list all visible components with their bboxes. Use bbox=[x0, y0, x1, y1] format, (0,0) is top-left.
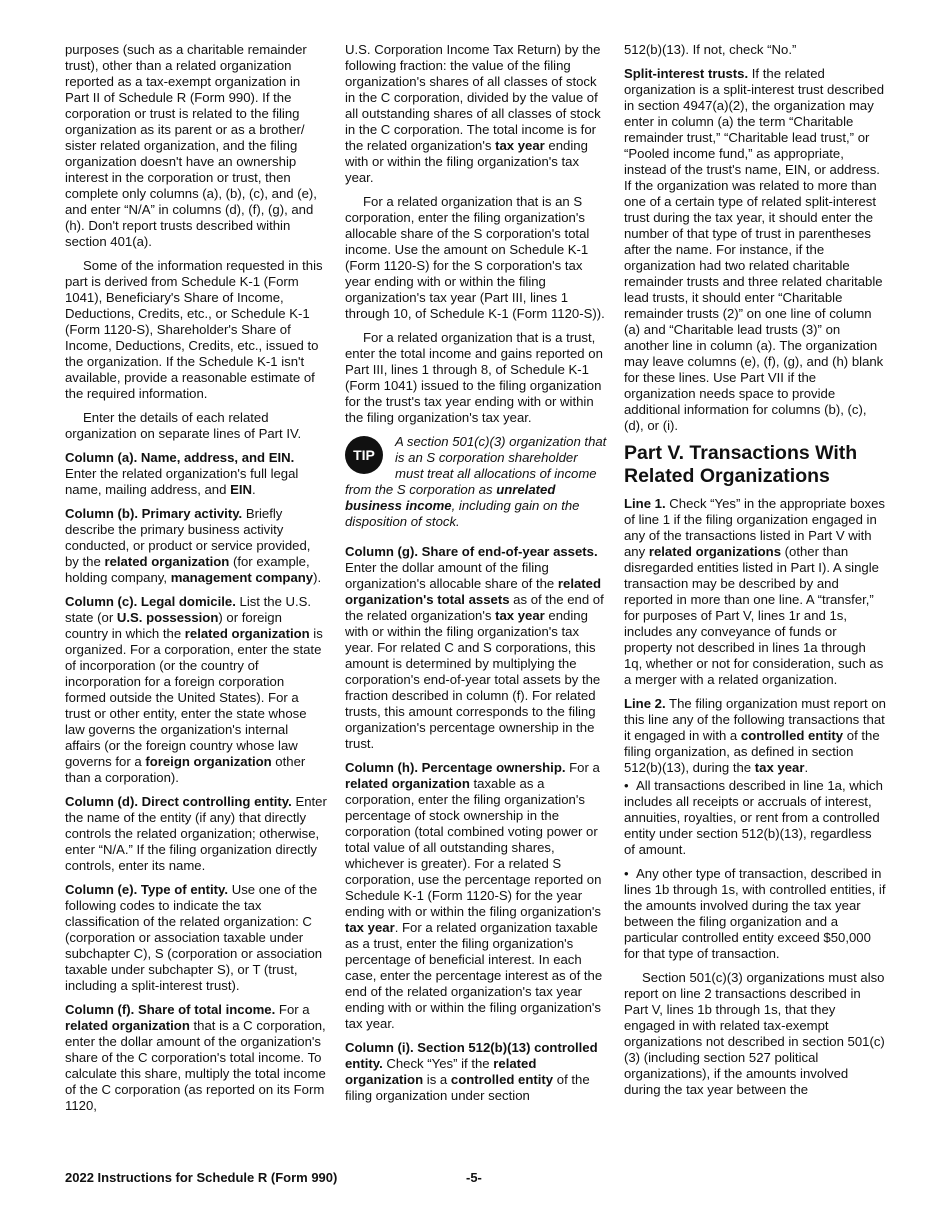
text: If the related organization is a split-interest trust described in section 4947(a)(2), the organization may enter in column (a) the term “Charitable remainder trust,” “Charitable lead trust,” or “Pooled income fund,” as appropriate, instead of the trust's name, EIN, or address. If the organization was related to more than one of a certain type of related split-interest trust during the tax year, it should enter the number of that type of trust in parentheses after the name. For instance, if the organization had two related charitable remainder trusts and three related charitable lead trusts, it should enter “Charitable remainder trusts (2)” on one line of column (a) and “Charitable lead trusts (3)” on another line in column (a). The organization may leave columns (e), (f), (g), and (h) blank for these lines. Use Part VII if the organization needs space to provide additional information for columns (b), (c), (d), or (i). bbox=[624, 66, 885, 433]
paragraph: purposes (such as a charitable remainder trust), other than a related organization reported as a tax-exempt organization in Part II of Schedule R (Form 990). If the corporation or trust is related to the filing organization as its parent or as a brother/ sister related organization, and the filing organization doesn't have an ownership interest in the corporation or trust, then complete only columns (a), (b), (c), and (e), and enter “N/A” in columns (d), (f), (g), and (h). Don't report trusts described within section 401(a). bbox=[65, 42, 317, 249]
bold-term: management company bbox=[170, 570, 314, 585]
bold-term: unrelated business income bbox=[345, 482, 556, 513]
column-i-description bbox=[345, 1040, 607, 1104]
tip-icon bbox=[345, 436, 389, 476]
split-interest-heading: Split-interest trusts. bbox=[624, 66, 749, 81]
bold-term: related organization bbox=[345, 1056, 537, 1087]
text: ) or foreign country in which the bbox=[65, 610, 282, 641]
column-1 bbox=[65, 42, 327, 1122]
text: List the U.S. state (or bbox=[65, 594, 312, 625]
column-h-description bbox=[345, 760, 607, 1032]
bold-term: controlled entity bbox=[740, 728, 844, 743]
split-interest-description bbox=[624, 66, 886, 434]
column-d-description bbox=[65, 794, 327, 874]
paragraph: 512(b)(13). If not, check “No.” bbox=[624, 42, 797, 57]
text: Check “Yes” if the bbox=[382, 1056, 494, 1071]
text: U.S. Corporation Income Tax Return) by the following fraction: the value of the filing organization's shares of all classes of stock in the C corporation, divided by the value of all outstanding shares of all classes of stock in the C corporation. The total income is for the related organization's bbox=[345, 42, 601, 153]
paragraph: For a related organization that is an S corporation, enter the filing organization's allocable share of the S corporation's total income. Use the amount on Schedule K-1 (Form 1120-S) for the S corporation's tax year ending with or within the filing organization's tax year (Part III, lines 1 through 10, of Schedule K-1 (Form 1120-S)). bbox=[345, 194, 605, 321]
bold-term: tax year bbox=[495, 608, 545, 623]
text: . For a related organization taxable as a trust, enter the filing organization's percentage of beneficial interest. In each case, enter the percentage interest as of the end of the related organization's tax year ending with or within the filing organization's tax year. bbox=[345, 920, 603, 1031]
text: Enter the dollar amount of the filing organization's allocable share of the bbox=[345, 560, 558, 591]
bold-term: foreign organization bbox=[145, 754, 272, 769]
text: Briefly describe the primary business activity conducted, or product or service provided, by the bbox=[65, 506, 311, 569]
column-f-heading: Column (f). Share of total income. bbox=[65, 1002, 276, 1017]
column-e-heading: Column (e). Type of entity. bbox=[65, 882, 229, 897]
bold-term: related organization bbox=[104, 554, 230, 569]
column-g-heading: Column (g). Share of end-of-year assets. bbox=[345, 544, 598, 559]
line-1-heading: Line 1. bbox=[624, 496, 666, 511]
section-heading: Part V. Transactions With Related Organizations bbox=[624, 442, 858, 487]
bold-term: related organization's total assets bbox=[345, 576, 601, 607]
bullet-icon: • bbox=[624, 778, 629, 793]
column-g-description bbox=[345, 544, 607, 752]
bold-term: U.S. possession bbox=[116, 610, 219, 625]
column-2 bbox=[345, 42, 607, 1112]
text: . bbox=[252, 482, 256, 497]
column-b-description bbox=[65, 506, 327, 586]
text: is a bbox=[423, 1072, 451, 1087]
text: A section 501(c)(3) organization that is an S corporation shareholder must treat all allocations of income from the S corporation as bbox=[345, 434, 607, 497]
paragraph: Enter the details of each related organization on separate lines of Part IV. bbox=[65, 410, 302, 441]
bold-term: tax year bbox=[345, 920, 395, 935]
bold-term: related organization bbox=[345, 776, 470, 791]
text: . bbox=[804, 760, 809, 775]
footer-title: 2022 Instructions for Schedule R (Form 990) bbox=[65, 1170, 338, 1185]
paragraph: For a related organization that is a trust, enter the total income and gains reported on Part III, lines 1 through 8, of Schedule K-1 (Form 1041) issued to the filing organization for the trust's tax year ending with or within the filing organization's tax year. bbox=[345, 330, 603, 425]
column-b-heading: Column (b). Primary activity. bbox=[65, 506, 243, 521]
text: ending with or within the filing organization's tax year. bbox=[345, 138, 588, 185]
bold-term: EIN bbox=[230, 482, 252, 497]
text: Enter the related organization's full legal name, mailing address, and bbox=[65, 466, 299, 497]
text: that is a C corporation, enter the dollar amount of the organization's share of the C corporation's total income. To calculate this share, multiply the total income of the C corporation (as reported on its Form 1120, bbox=[65, 1018, 326, 1113]
text: All transactions described in line 1a, which includes all receipts or accruals of interest, annuities, royalties, or rent from a controlled entity under section 512(b)(13), regardless of amount. bbox=[624, 778, 883, 857]
list-item bbox=[624, 778, 886, 858]
tip-box bbox=[345, 434, 607, 530]
bold-term: controlled entity bbox=[450, 1072, 554, 1087]
list-item bbox=[624, 866, 886, 962]
bold-term: related organization bbox=[184, 626, 310, 641]
text: Any other type of transaction, described in lines 1b through 1s, with controlled entities, if the amounts involved during the tax year between the filing organization and a particular controlled entity exceed $50,000 for that type of transaction. bbox=[624, 866, 886, 961]
tip-label: TIP bbox=[345, 436, 383, 474]
text: as of the end of the related organization's bbox=[345, 592, 604, 623]
column-d-heading: Column (d). Direct controlling entity. bbox=[65, 794, 292, 809]
column-c-heading: Column (c). Legal domicile. bbox=[65, 594, 236, 609]
text: ending with or within the filing organization's tax year. For related C and S corporations, this amount is determined by multiplying the corporation's end-of-year total assets by the fraction described in column (f). For related trusts, this amount corresponds to the filing organization's percentage ownership in the trust. bbox=[345, 608, 601, 751]
text: taxable as a corporation, enter the filing organization's percentage of stock ownership in the corporation (total combined voting power or total value of all outstanding shares, whichever is greater). For a related S corporation, use the percentage reported on Schedule K-1 (Form 1120-S) for the year ending with or within the filing organization's bbox=[345, 776, 602, 919]
line-1-description bbox=[624, 496, 886, 688]
column-a-description bbox=[65, 450, 327, 498]
text: other than a corporation). bbox=[65, 754, 306, 785]
text: For a bbox=[565, 760, 600, 775]
column-f-description bbox=[65, 1002, 327, 1114]
text: , including gain on the disposition of stock. bbox=[345, 498, 580, 529]
paragraph: Some of the information requested in this part is derived from Schedule K-1 (Form 1041), Beneficiary's Share of Income, Deductions, Credits, etc., or Schedule K-1 (Form 1120-S), Shareholder's Share of Income, Deductions, Credits, etc., issued to the organization. If the Schedule K-1 isn't available, provide a reasonable estimate of the required information. bbox=[65, 258, 323, 401]
paragraph bbox=[345, 42, 607, 186]
bold-term: tax year bbox=[495, 138, 545, 153]
text: The filing organization must report on this line any of the following transactions that it engaged in with a bbox=[624, 696, 886, 743]
line-2-description bbox=[624, 696, 886, 776]
bold-term: related organization bbox=[65, 1018, 190, 1033]
page-number: -5- bbox=[466, 1170, 482, 1185]
paragraph: Section 501(c)(3) organizations must also report on line 2 transactions described in Part V, lines 1b through 1s, that they engaged in with related tax-exempt organizations not described in section 501(c)(3) (including section 527 political organizations), if the amounts involved during the tax year between the bbox=[624, 970, 885, 1097]
column-a-heading: Column (a). Name, address, and EIN. bbox=[65, 450, 295, 465]
text: of the filing organization, as defined in section 512(b)(13), during the bbox=[624, 728, 880, 775]
bold-term: related organizations bbox=[648, 544, 782, 559]
text: (other than disregarded entities listed in Part I). A single transaction may be described by and reported in more than one line. A “transfer,” for purposes of Part V, lines 1r and 1s, includes any conveyance of funds or property not described in lines 1a through 1q, whether or not for consideration, such as a merger with a related organization. bbox=[624, 544, 884, 687]
column-h-heading: Column (h). Percentage ownership. bbox=[345, 760, 566, 775]
text: (for example, holding company, bbox=[65, 554, 310, 585]
text: Enter the name of the entity (if any) that directly controls the related organization; otherwise, enter “N/A.” If the filing organization directly controls, enter its name. bbox=[65, 794, 327, 873]
line-2-heading: Line 2. bbox=[624, 696, 666, 711]
text: For a bbox=[275, 1002, 310, 1017]
text: Check “Yes” in the appropriate boxes of line 1 if the filing organization engaged in any of the transactions listed in Part V with any bbox=[624, 496, 886, 559]
text: is organized. For a corporation, enter the state of incorporation (or the country of incorporation for a foreign corporation formed outside the United States). For a trust or other entity, enter the state whose law governs the organization's internal affairs (or the foreign country whose law governs for a bbox=[65, 626, 323, 769]
column-e-description bbox=[65, 882, 327, 994]
bold-term: tax year bbox=[754, 760, 805, 775]
text: Use one of the following codes to indicate the tax classification of the related organization: C (corporation or association taxable under subchapter C), S (corporation or association taxable under subchapter S), or T (trust, including a split-interest trust). bbox=[65, 882, 323, 993]
column-c-description bbox=[65, 594, 327, 786]
column-i-heading: Column (i). Section 512(b)(13) controlled entity. bbox=[345, 1040, 598, 1071]
column-3 bbox=[624, 42, 886, 1106]
text: ). bbox=[313, 570, 322, 585]
text: of the filing organization under section bbox=[345, 1072, 590, 1103]
bullet-icon: • bbox=[624, 866, 629, 881]
